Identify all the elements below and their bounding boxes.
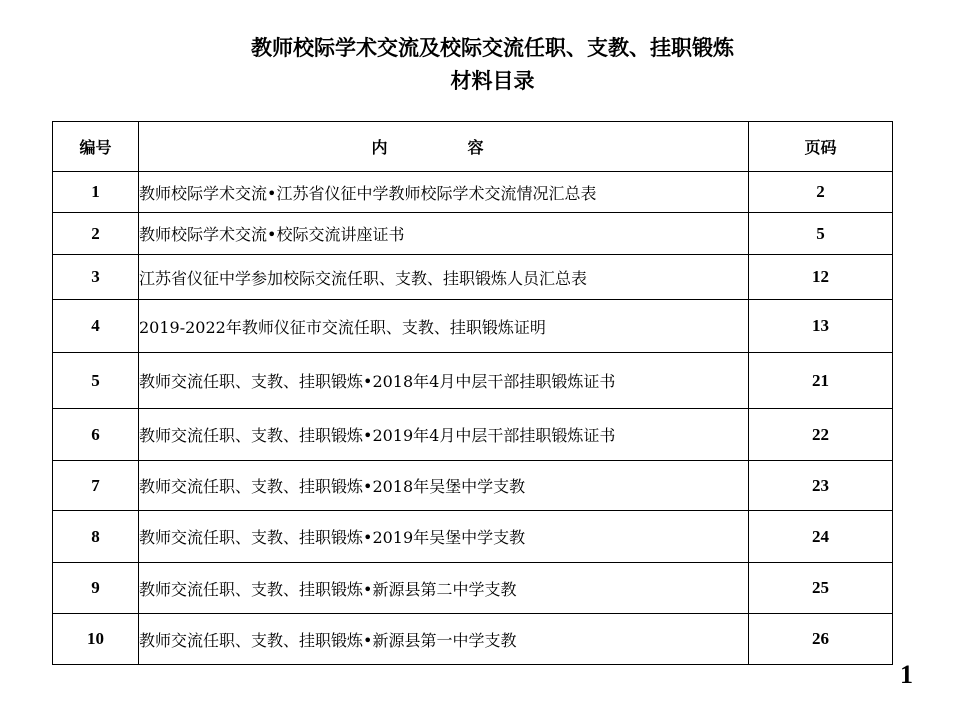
table-row [53, 213, 893, 255]
table-row [53, 614, 893, 665]
row-content: 教师交流任职、支教、挂职锻炼•新源县第一中学支教 [139, 614, 749, 665]
row-number: 3 [53, 255, 139, 300]
table-row [53, 255, 893, 300]
table-row [53, 563, 893, 614]
row-content: 教师校际学术交流•校际交流讲座证书 [139, 213, 749, 255]
table-row [53, 300, 893, 353]
row-number: 4 [53, 300, 139, 353]
row-content: 教师交流任职、支教、挂职锻炼•2018年4月中层干部挂职锻炼证书 [139, 353, 749, 409]
page-number: 1 [900, 660, 913, 689]
row-content: 教师交流任职、支教、挂职锻炼•新源县第二中学支教 [139, 563, 749, 614]
row-content: 江苏省仪征中学参加校际交流任职、支教、挂职锻炼人员汇总表 [139, 255, 749, 300]
row-page: 5 [749, 213, 893, 255]
row-page: 22 [749, 409, 893, 461]
table-row [53, 353, 893, 409]
header-row [53, 122, 893, 172]
header-number: 编号 [53, 122, 139, 172]
header-page: 页码 [749, 122, 893, 172]
row-content: 教师校际学术交流•江苏省仪征中学教师校际学术交流情况汇总表 [139, 172, 749, 213]
row-number: 2 [53, 213, 139, 255]
row-content: 2019-2022年教师仪征市交流任职、支教、挂职锻炼证明 [139, 300, 749, 353]
row-page: 12 [749, 255, 893, 300]
table-of-contents [52, 121, 893, 665]
row-page: 2 [749, 172, 893, 213]
row-page: 23 [749, 461, 893, 511]
table-row [53, 172, 893, 213]
row-page: 13 [749, 300, 893, 353]
row-number: 6 [53, 409, 139, 461]
title-line-1: 教师校际学术交流及校际交流任职、支教、挂职锻炼 [251, 36, 734, 60]
row-content: 教师交流任职、支教、挂职锻炼•2019年4月中层干部挂职锻炼证书 [139, 409, 749, 461]
row-page: 26 [749, 614, 893, 665]
row-number: 9 [53, 563, 139, 614]
row-content: 教师交流任职、支教、挂职锻炼•2019年吴堡中学支教 [139, 511, 749, 563]
table-row [53, 511, 893, 563]
row-number: 8 [53, 511, 139, 563]
header-content: 内 容 [139, 122, 749, 172]
document-title [0, 32, 959, 98]
row-page: 24 [749, 511, 893, 563]
row-number: 5 [53, 353, 139, 409]
row-page: 21 [749, 353, 893, 409]
table-row [53, 409, 893, 461]
title-line-2: 材料目录 [450, 69, 535, 93]
row-number: 1 [53, 172, 139, 213]
row-number: 10 [53, 614, 139, 665]
row-content: 教师交流任职、支教、挂职锻炼•2018年吴堡中学支教 [139, 461, 749, 511]
table-row [53, 461, 893, 511]
row-page: 25 [749, 563, 893, 614]
row-number: 7 [53, 461, 139, 511]
